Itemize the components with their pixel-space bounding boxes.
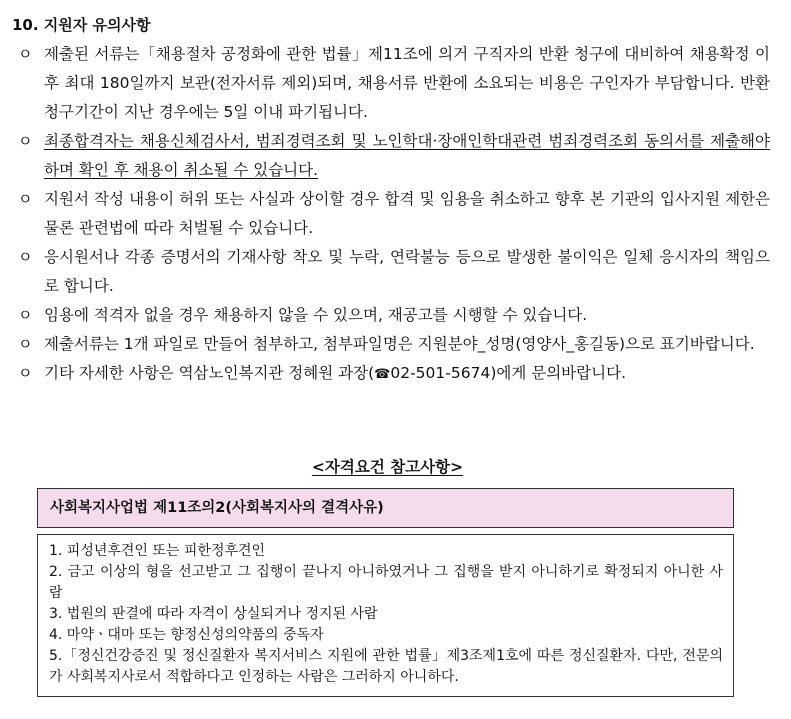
contact-text-after: )에게 문의바랍니다.: [490, 364, 626, 382]
reference-title: <자격요건 참고사항>: [311, 458, 464, 476]
notice-item-1: [10, 40, 770, 127]
bullet-mark: ㅇ: [18, 248, 33, 266]
disqualification-box-title: 사회복지사업법 제11조의2(사회복지사의 결격사유): [37, 488, 734, 528]
notice-text-applicant-responsibility: 응시원서나 각종 증명서의 기재사항 착오 및 누락, 연락불능 등으로 발생한 불이익은 일체 응시자의 책임으로 합니다.: [44, 248, 770, 295]
bullet-mark: ㅇ: [18, 45, 33, 63]
phone-icon: ☎: [374, 367, 391, 382]
disqualification-list: [37, 534, 734, 697]
notice-item-4: [10, 243, 770, 301]
disqualification-item-3: 3. 법원의 판결에 따라 자격이 상실되거나 정지된 사람: [49, 606, 378, 622]
disqualification-item-1: 1. 피성년후견인 또는 피한정후견인: [49, 543, 266, 559]
notice-text-file-naming: 제출서류는 1개 파일로 만들어 첨부하고, 첨부파일명은 지원분야_성명(영양사_홍길동)으로 표기바랍니다.: [44, 335, 755, 353]
notice-text-false-info: 지원서 작성 내용이 허위 또는 사실과 상이할 경우 합격 및 임용을 취소하고 향후 본 기관의 입사지원 제한은 물론 관련법에 따라 처벌될 수 있습니다.: [44, 190, 770, 237]
disqualification-item-4: 4. 마약ㆍ대마 또는 향정신성의약품의 중독자: [49, 627, 324, 643]
section-title: 10. 지원자 유의사항: [12, 16, 151, 34]
notice-item-6: [10, 330, 770, 359]
disqualification-item-2: 2. 금고 이상의 형을 선고받고 그 집행이 끝나지 아니하였거나 그 집행을 받지 아니하기로 확정되지 아니한 사람: [49, 564, 723, 601]
contact-text-before: 기타 자세한 사항은 역삼노인복지관 정혜원 과장(: [44, 364, 375, 382]
bullet-mark: ㅇ: [18, 335, 33, 353]
notice-item-3: [10, 185, 770, 243]
disqualification-box: [37, 488, 734, 697]
notice-text-document-return: 제출된 서류는「채용절차 공정화에 관한 법률」제11조에 의거 구직자의 반환 청구에 대비하여 채용확정 이후 최대 180일까지 보관(전자서류 제외)되며, 채용서류 반환에 소요되는 비용은 구인자가 부담합니다. 반환 청구기간이 지난 경우에는 5일 이내 파기됩니다.: [44, 45, 770, 121]
notice-text-contact: [44, 359, 770, 389]
bullet-mark: ㅇ: [18, 132, 33, 150]
notice-text-final-documents: 최종합격자는 채용신체검사서, 범죄경력조회 및 노인학대·장애인학대관련 범죄경력조회 동의서를 제출해야 하며 확인 후 채용이 취소될 수 있습니다.: [44, 132, 770, 179]
notice-item-2: [10, 127, 770, 185]
bullet-mark: ㅇ: [18, 364, 33, 382]
contact-phone-number: 02-501-5674: [390, 364, 491, 382]
notice-item-5: [10, 301, 770, 330]
bullet-mark: ㅇ: [18, 190, 33, 208]
disqualification-item-5: 5.「정신건강증진 및 정신질환자 복지서비스 지원에 관한 법률」제3조제1호에 따른 정신질환자. 다만, 전문의가 사회복지사로서 적합하다고 인정하는 사람은 그러하지 아니하다.: [49, 648, 723, 685]
notice-item-7: [10, 359, 770, 389]
notice-list: [10, 40, 770, 389]
bullet-mark: ㅇ: [18, 306, 33, 324]
notice-text-no-qualified: 임용에 적격자 없을 경우 채용하지 않을 수 있으며, 재공고를 시행할 수 있습니다.: [44, 306, 588, 324]
